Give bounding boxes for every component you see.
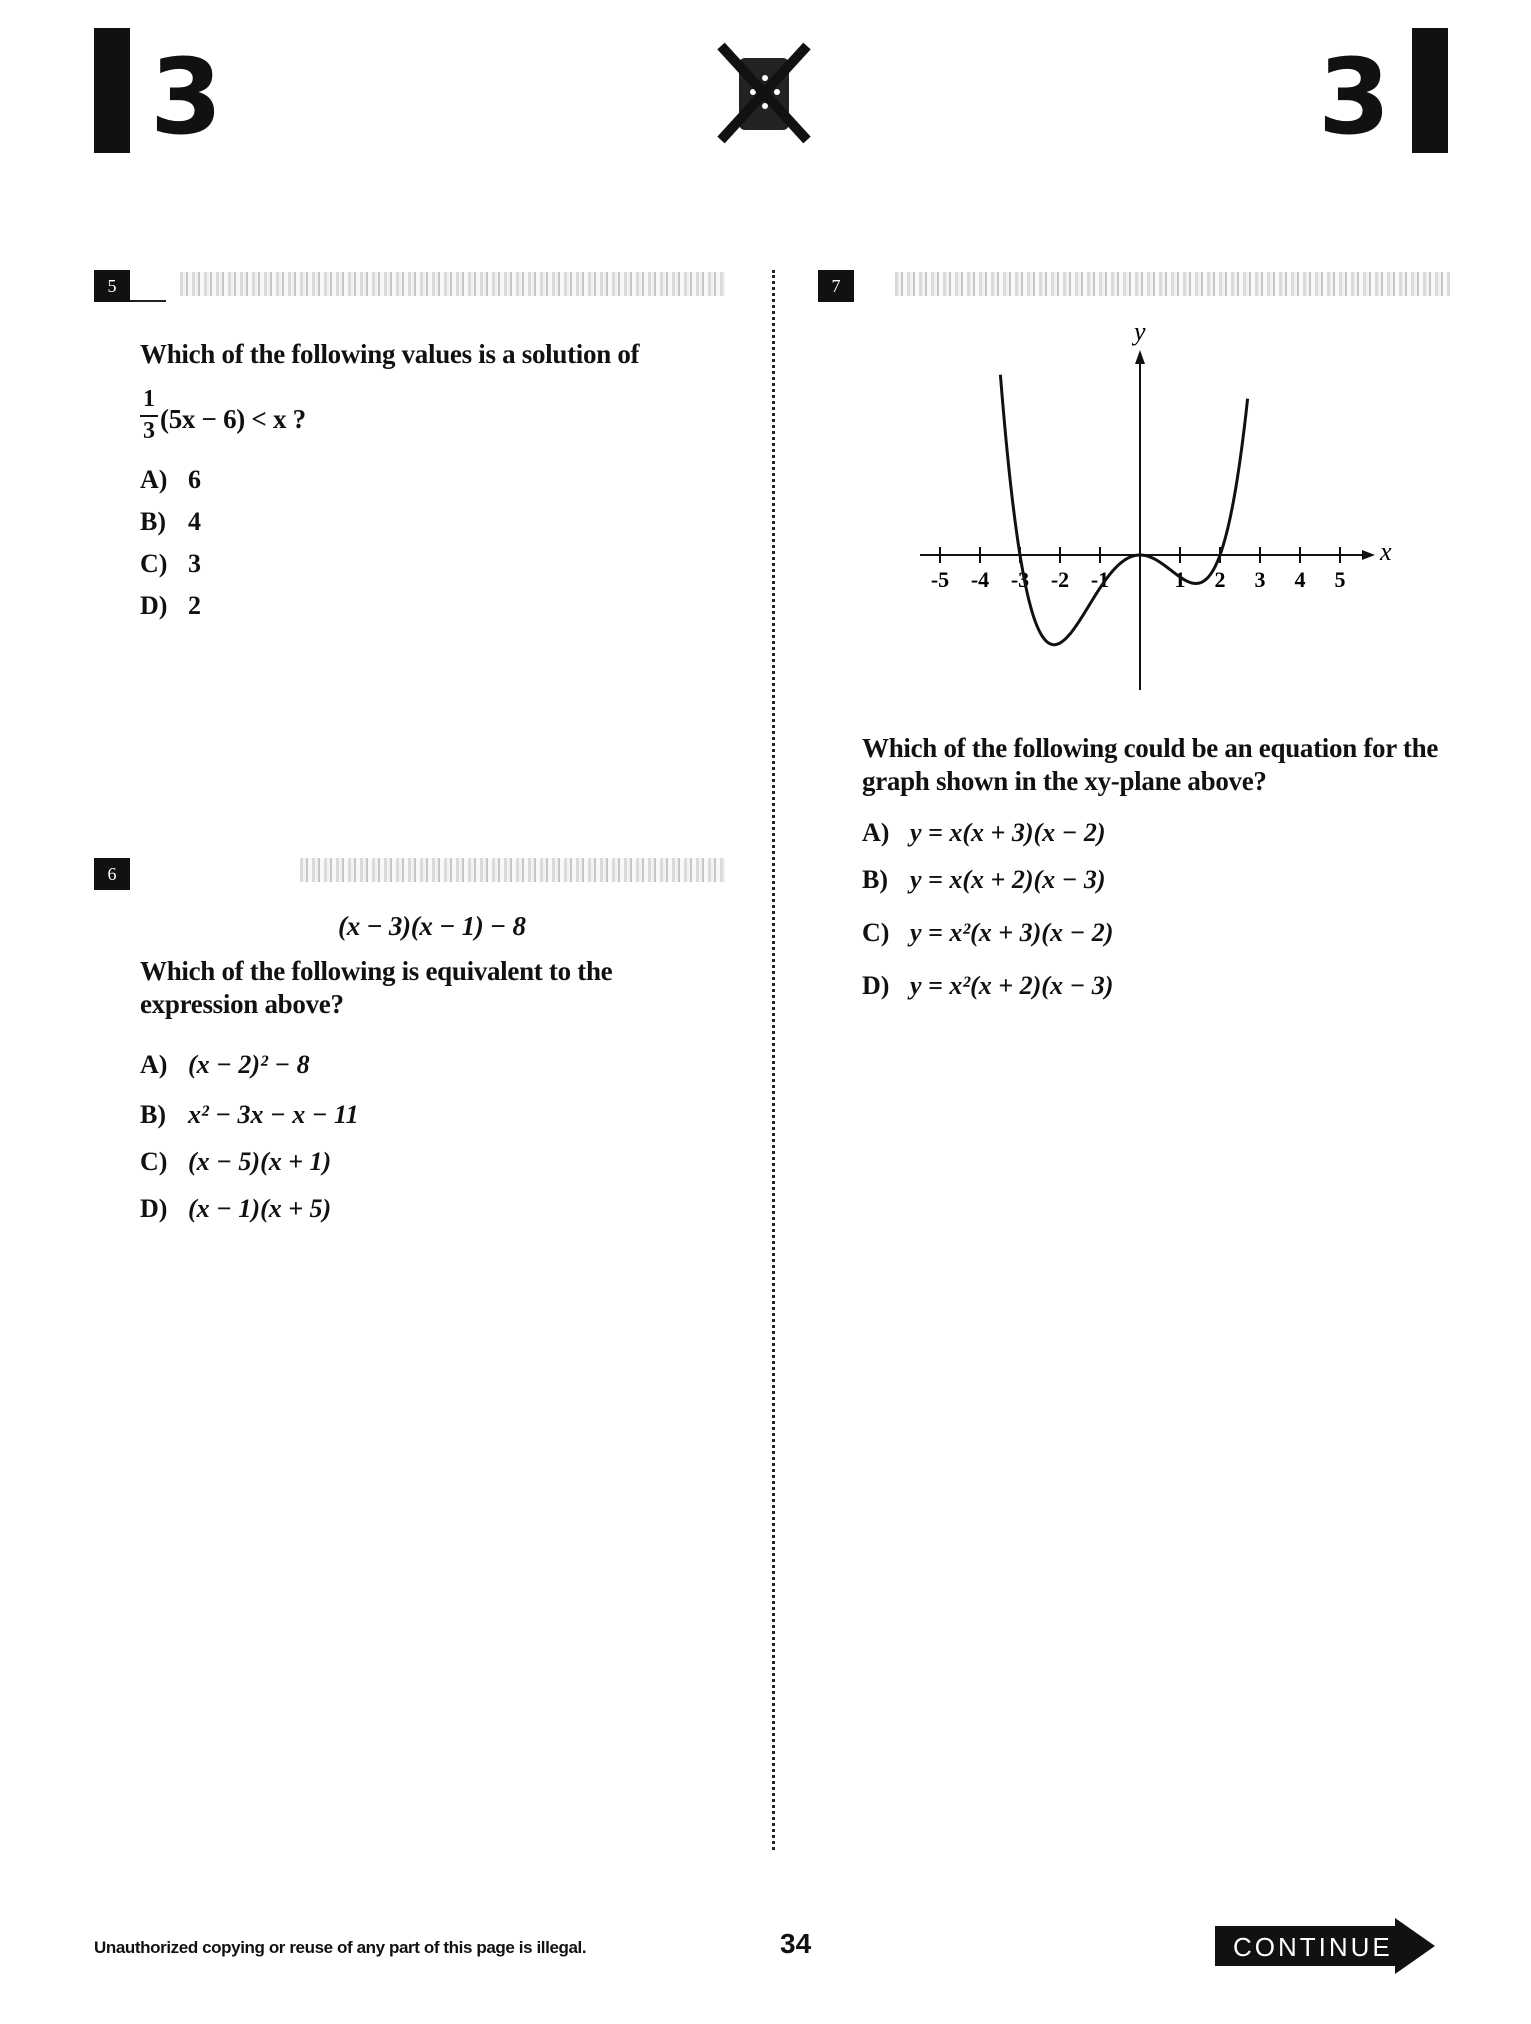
- q5-choice-a-label: A): [140, 465, 168, 494]
- q6-choice-b-text: x² − 3x − x − 11: [188, 1100, 359, 1129]
- q6-choice-d-text: (x − 1)(x + 5): [188, 1194, 332, 1223]
- question-header-noise-7: [895, 272, 1450, 296]
- q7-choice-c[interactable]: [862, 918, 1113, 948]
- x-tick-label: -3: [1010, 567, 1030, 592]
- q7-choice-a-text: y = x(x + 3)(x − 2): [910, 818, 1106, 847]
- q6-stem-line2: expression above?: [140, 989, 344, 1019]
- q7-choice-c-text: y = x²(x + 3)(x − 2): [910, 918, 1114, 947]
- continue-label: CONTINUE: [1233, 1932, 1393, 1962]
- question-header-noise-6: [300, 858, 725, 882]
- q5-choice-c[interactable]: [140, 549, 201, 579]
- q7-choice-d-text: y = x²(x + 2)(x − 3): [910, 971, 1114, 1000]
- q5-choice-b[interactable]: [140, 507, 201, 537]
- question-number-7: 7: [818, 270, 854, 302]
- question-number-5: 5: [94, 270, 130, 302]
- q5-stem: Which of the following values is a solution of: [140, 339, 640, 369]
- x-tick-label: 1: [1174, 567, 1186, 592]
- q5-choice-d-label: D): [140, 591, 168, 620]
- question-number-6: 6: [94, 858, 130, 890]
- q5-fraction-denominator: 3: [143, 418, 155, 444]
- q5-choice-c-text: 3: [188, 549, 201, 578]
- continue-button[interactable]: [1215, 1918, 1435, 1974]
- q7-choice-d[interactable]: [862, 971, 1113, 1001]
- q6-choice-b[interactable]: [140, 1100, 359, 1130]
- section-number-left: 3: [150, 36, 223, 158]
- q5-fraction-numerator: 1: [143, 386, 155, 412]
- column-divider: [772, 270, 775, 1850]
- question-header-noise-5: [180, 272, 725, 296]
- q6-choice-c-text: (x − 5)(x + 1): [188, 1147, 332, 1176]
- q7-choice-b-label: B): [862, 865, 888, 894]
- q5-choice-c-label: C): [140, 549, 168, 578]
- copyright-notice: Unauthorized copying or reuse of any part of this page is illegal.: [94, 1938, 587, 1957]
- x-tick-label: -1: [1090, 567, 1110, 592]
- q6-choice-a[interactable]: [140, 1050, 310, 1080]
- q7-choice-a-label: A): [862, 818, 890, 847]
- x-tick-label: 5: [1334, 567, 1346, 592]
- y-axis-label: y: [1134, 320, 1146, 346]
- q6-choice-b-label: B): [140, 1100, 166, 1129]
- q6-choice-a-label: A): [140, 1050, 168, 1079]
- q5-fraction-bar: [140, 415, 158, 417]
- section-bar-left: [94, 28, 130, 153]
- q5-inequality: (5x − 6) < x ?: [160, 404, 306, 434]
- x-tick-label: -2: [1050, 567, 1070, 592]
- x-tick-label: -5: [930, 567, 950, 592]
- q7-stem-line2: [862, 765, 1267, 797]
- x-tick-label: 3: [1254, 567, 1266, 592]
- q7-choice-b[interactable]: [862, 865, 1106, 895]
- q7-graph-curve: [1000, 375, 1247, 645]
- y-axis-arrow: [1135, 350, 1145, 364]
- no-calculator-icon: [715, 38, 813, 148]
- section-number-right: 3: [1318, 36, 1391, 158]
- x-tick-label: -4: [970, 567, 990, 592]
- page-number: 34: [780, 1928, 812, 1959]
- q6-choice-c-label: C): [140, 1147, 168, 1176]
- q7-choice-d-label: D): [862, 971, 890, 1000]
- q5-choice-d[interactable]: [140, 591, 201, 621]
- x-axis-label: x: [1380, 537, 1392, 566]
- q5-choice-a[interactable]: [140, 465, 201, 495]
- q7-choice-a[interactable]: [862, 818, 1106, 848]
- q7-choice-b-text: y = x(x + 2)(x − 3): [910, 865, 1106, 894]
- q7-choice-c-label: C): [862, 918, 890, 947]
- q6-choice-c[interactable]: [140, 1147, 331, 1177]
- x-tick-label: 4: [1294, 567, 1306, 592]
- x-tick-label: 2: [1214, 567, 1226, 592]
- q7-graph: [900, 320, 1420, 690]
- q6-expression: (x − 3)(x − 1) − 8: [338, 911, 526, 941]
- q5-choice-a-text: 6: [188, 465, 201, 494]
- q5-choice-b-text: 4: [188, 507, 201, 536]
- q5-choice-d-text: 2: [188, 591, 201, 620]
- q6-choice-d-label: D): [140, 1194, 168, 1223]
- q6-choice-a-text: (x − 2)² − 8: [188, 1050, 310, 1079]
- question-rule-5: [130, 300, 166, 302]
- q7-stem-line2-text: graph shown in the xy-plane above?: [862, 766, 1267, 796]
- q5-choice-b-label: B): [140, 507, 166, 536]
- q6-stem-line1: Which of the following is equivalent to the: [140, 956, 613, 986]
- x-axis-arrow: [1362, 550, 1375, 560]
- q7-stem-line1: Which of the following could be an equation for the: [862, 733, 1438, 763]
- q6-choice-d[interactable]: [140, 1194, 331, 1224]
- section-bar-right: [1412, 28, 1448, 153]
